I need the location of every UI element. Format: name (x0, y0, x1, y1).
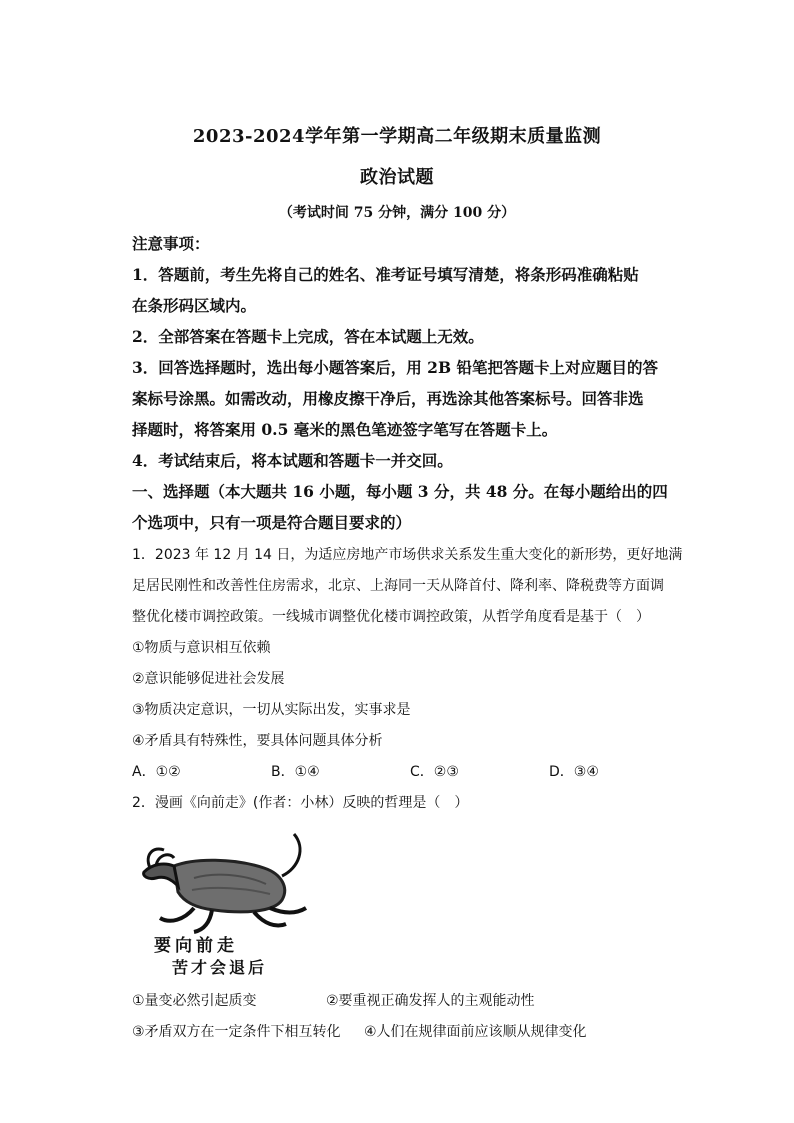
q1-stem-line: 足居民刚性和改善性住房需求，北京、上海同一天从降首付、降利率、降税费等方面调 (132, 578, 664, 594)
q2-item: ④人们在规律面前应该顺从规律变化 (364, 1024, 587, 1040)
exam-info: （考试时间 75 分钟，满分 100 分） (278, 205, 516, 221)
exam-title: 2023-2024学年第一学期高二年级期末质量监测 (192, 126, 602, 147)
q1-item: ④矛盾具有特殊性，要具体问题具体分析 (132, 733, 383, 749)
q2-item: ②要重视正确发挥人的主观能动性 (326, 993, 535, 1009)
notice-line: 2．全部答案在答题卡上完成，答在本试题上无效。 (132, 327, 484, 346)
q2-item: ①量变必然引起质变 (132, 993, 257, 1009)
q1-option-c: C．②③ (410, 764, 459, 780)
cartoon-caption-line: 苦才会退后 (172, 958, 268, 977)
ox-drawing-icon (134, 828, 314, 978)
ox-cartoon (134, 828, 314, 978)
notice-line: 在条形码区域内。 (132, 296, 257, 315)
cartoon-caption-line: 要向前走 (154, 936, 238, 956)
q1-stem-line: 整优化楼市调控政策。一线城市调整优化楼市调控政策，从哲学角度看是基于（ ） (132, 609, 650, 625)
q2-stem: 2．漫画《向前走》(作者：小林）反映的哲理是（ ） (132, 795, 469, 811)
section-heading: 一、选择题（本大题共 16 小题，每小题 3 分，共 48 分。在每小题给出的四 (132, 482, 668, 501)
q1-item: ①物质与意识相互依赖 (132, 640, 271, 656)
q1-item: ②意识能够促进社会发展 (132, 671, 285, 687)
q1-option-d: D．③④ (549, 764, 599, 780)
notice-line: 案标号涂黑。如需改动，用橡皮擦干净后，再选涂其他答案标号。回答非选 (132, 389, 644, 408)
section-heading: 个选项中，只有一项是符合题目要求的） (132, 513, 412, 532)
notice-line: 1．答题前，考生先将自己的姓名、准考证号填写清楚，将条形码准确粘贴 (132, 265, 639, 284)
q1-item: ③物质决定意识，一切从实际出发，实事求是 (132, 702, 411, 718)
notice-line: 择题时，将答案用 0.5 毫米的黑色笔迹签字笔写在答题卡上。 (132, 420, 558, 439)
notice-heading: 注意事项： (132, 234, 210, 253)
subject-title: 政治试题 (360, 167, 434, 188)
q1-stem-line: 1．2023 年 12 月 14 日，为适应房地产市场供求关系发生重大变化的新形势，更好地满 (132, 547, 683, 563)
notice-line: 4．考试结束后，将本试题和答题卡一并交回。 (132, 451, 453, 470)
notice-line: 3．回答选择题时，选出每小题答案后，用 2B 铅笔把答题卡上对应题目的答 (132, 358, 658, 377)
q1-option-a: A．①② (132, 764, 181, 780)
q2-item: ③矛盾双方在一定条件下相互转化 (132, 1024, 341, 1040)
q1-option-b: B．①④ (271, 764, 320, 780)
